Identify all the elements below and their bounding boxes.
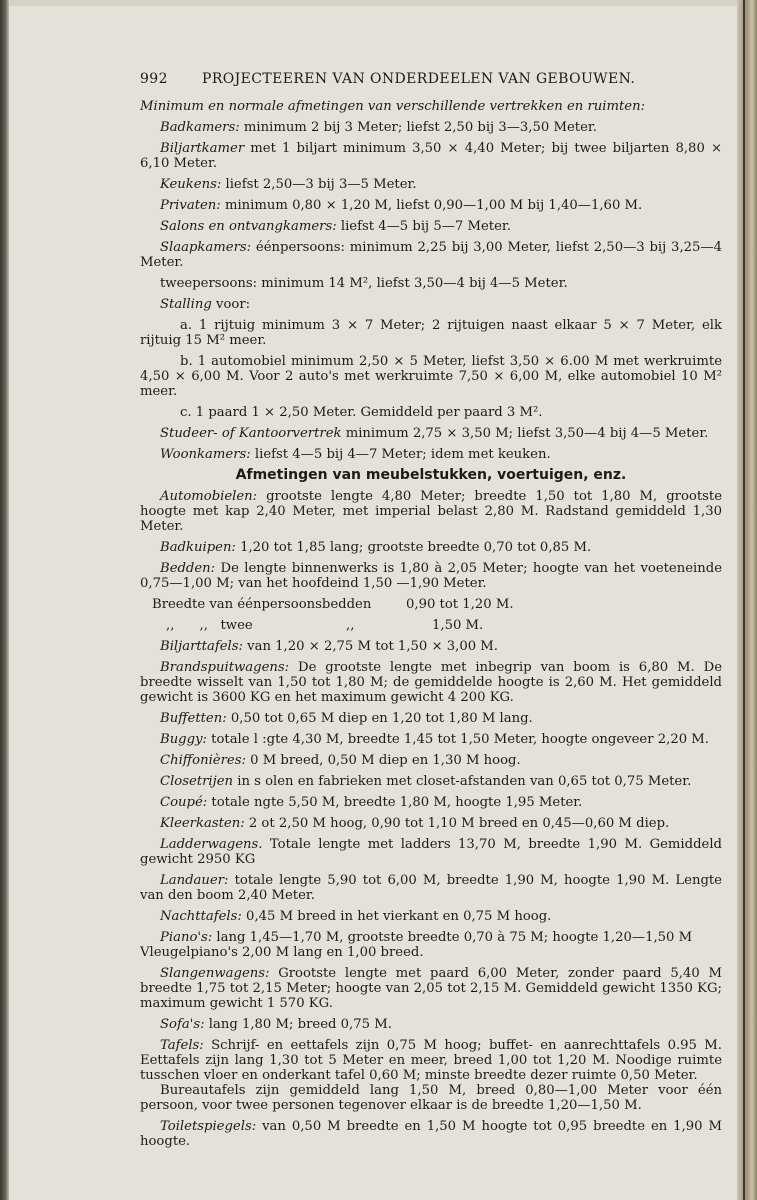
entry-text: in s olen en fabrieken met closet-afstanden van 0,65 tot 0,75 Meter. [233, 774, 692, 789]
entry-label: Tafels: [160, 1038, 204, 1053]
entry-text: lang 1,45—1,70 M, grootste breedte 0,70 à 75 M; hoogte 1,20—1,50 M [212, 930, 693, 945]
bedden-breedte-row-2 [140, 618, 722, 633]
entry-label: Landauer: [160, 873, 229, 888]
entry-label: Toiletspiegels: [160, 1119, 257, 1134]
entry-text: 0,45 M breed in het vierkant en 0,75 M hoog. [241, 909, 552, 924]
section-intro [140, 99, 722, 114]
entry-label: Automobielen: [160, 489, 258, 504]
running-header [140, 72, 722, 87]
breedte-ditto: ,, ,, twee [166, 618, 253, 633]
entry-label: Kleerkasten: [160, 816, 245, 831]
entry-biljarttafels [140, 639, 722, 654]
entry-label: Bedden: [160, 561, 216, 576]
entry-keukens [140, 177, 722, 192]
entry-text: van 1,20 × 2,75 M tot 1,50 × 3,00 M. [242, 639, 498, 654]
entry-studeer [140, 426, 722, 441]
entry-text: totale ngte 5,50 M, breedte 1,80 M, hoogte 1,95 Meter. [207, 795, 583, 810]
entry-ladderwagens [140, 837, 722, 867]
section-heading: Afmetingen van meubelstukken, voertuigen, enz. [235, 467, 627, 483]
entry-privaten [140, 198, 722, 213]
page-stack-edge [737, 0, 757, 1200]
entry-kleerkasten [140, 816, 722, 831]
entry-biljartkamer [140, 141, 722, 171]
entry-text: minimum 0,80 × 1,20 M, liefst 0,90—1,00 M bij 1,40—1,60 M. [220, 198, 643, 213]
entry-label: Privaten: [160, 198, 221, 213]
entry-label: Biljartkamer [160, 141, 245, 156]
entry-label: Piano's: [160, 930, 213, 945]
entry-vleugelpianos: Vleugelpiano's 2,00 M lang en 1,00 breed. [140, 945, 424, 960]
entry-badkuipen [140, 540, 722, 555]
entry-chiffonieres [140, 753, 722, 768]
entry-bureautafels: Bureautafels zijn gemiddeld lang 1,50 M, breed 0,80—1,00 Meter voor één persoon, voor twee personen tegenover elkaar is de breedte 1,20—1,50 M. [140, 1083, 722, 1113]
entry-bedden [140, 561, 722, 591]
entry-woonkamers [140, 447, 722, 462]
entry-label: Studeer- of Kantoorvertrek [160, 426, 342, 441]
entry-coupe [140, 795, 722, 810]
breedte-label: Breedte van éénpersoonsbedden [152, 597, 372, 612]
entry-text: Totale lengte met ladders 13,70 M, breedte 1,90 M. Gemiddeld gewicht 2950 KG [140, 837, 722, 867]
bedden-breedte-row-1 [140, 597, 722, 612]
page-number: 992 [140, 71, 168, 87]
entry-text: lang 1,80 M; breed 0,75 M. [204, 1017, 392, 1032]
entry-label: Biljarttafels: [160, 639, 243, 654]
entry-text: grootste lengte 4,80 Meter; breedte 1,50 tot 1,80 M, grootste hoogte met kap 2,40 Meter, met imperial belast 2,80 M. Radstand gemiddeld 1,30 Meter. [140, 489, 722, 534]
entry-label: Badkamers: [160, 120, 240, 135]
entry-slangenwagens [140, 966, 722, 1011]
entry-closetrijen [140, 774, 722, 789]
entry-label: Buffetten: [160, 711, 227, 726]
breedte-value: 1,50 M. [432, 618, 484, 633]
entry-text: liefst 4—5 bij 4—7 Meter; idem met keuken. [250, 447, 551, 462]
entry-buggy [140, 732, 722, 747]
page-edge-line [743, 0, 745, 1200]
entry-stalling [140, 297, 722, 312]
entry-badkamers [140, 120, 722, 135]
entry-label: Stalling [160, 297, 212, 312]
entry-label: Chiffonières: [160, 753, 246, 768]
entry-text: 0,50 tot 0,65 M diep en 1,20 tot 1,80 M lang. [226, 711, 533, 726]
entry-text: totale l :gte 4,30 M, breedte 1,45 tot 1,50 Meter, hoogte ongeveer 2,20 M. [206, 732, 709, 747]
entry-text: voor: [211, 297, 251, 312]
entry-brandspuitwagens [140, 660, 722, 705]
entry-tweepersoons: tweepersoons: minimum 14 M², liefst 3,50—4 bij 4—5 Meter. [160, 276, 568, 291]
book-binding-edge [0, 0, 9, 1200]
entry-salons [140, 219, 722, 234]
running-title: PROJECTEEREN VAN ONDERDEELEN VAN GEBOUWEN. [202, 71, 636, 87]
entry-label: Salons en ontvangkamers: [160, 219, 337, 234]
entry-text: De lengte binnenwerks is 1,80 à 2,05 Meter; hoogte van het voeteneinde 0,75—1,00 M; van het hoofdeind 1,50 —1,90 Meter. [140, 561, 722, 591]
entry-text: 2 ot 2,50 M hoog, 0,90 tot 1,10 M breed en 0,45—0,60 M diep. [244, 816, 670, 831]
entry-label: Brandspuitwagens: [160, 660, 290, 675]
entry-nachttafels [140, 909, 722, 924]
entry-label: Slangenwagens: [160, 966, 270, 981]
entry-label: Keukens: [160, 177, 222, 192]
entry-pianos [140, 930, 722, 945]
entry-text: liefst 2,50—3 bij 3—5 Meter. [221, 177, 417, 192]
entry-landauer [140, 873, 722, 903]
entry-text: 1,20 tot 1,85 lang; grootste breedte 0,70 tot 0,85 M. [235, 540, 592, 555]
entry-label: Buggy: [160, 732, 207, 747]
page-content [140, 72, 722, 1155]
entry-sofas [140, 1017, 722, 1032]
entry-toiletspiegels [140, 1119, 722, 1149]
entry-tafels [140, 1038, 722, 1083]
top-margin-strip [0, 0, 757, 6]
breedte-ditto-mark: ,, [346, 618, 355, 633]
entry-buffetten [140, 711, 722, 726]
entry-label: Sofa's: [160, 1017, 205, 1032]
entry-label: Nachttafels: [160, 909, 242, 924]
entry-text: liefst 4—5 bij 5—7 Meter. [336, 219, 511, 234]
entry-label: Ladderwagens. [160, 837, 263, 852]
entry-text: minimum 2 bij 3 Meter; liefst 2,50 bij 3—3,50 Meter. [239, 120, 597, 135]
entry-text: 0 M breed, 0,50 M diep en 1,30 M hoog. [245, 753, 521, 768]
entry-stalling-c: c. 1 paard 1 × 2,50 Meter. Gemiddeld per paard 3 M². [180, 405, 543, 420]
entry-text: van 0,50 M breedte en 1,50 M hoogte tot 0,95 breedte en 1,90 M hoogte. [140, 1119, 722, 1149]
entry-text: Schrijf- en eettafels zijn 0,75 M hoog; buffet- en aanrechttafels 0.95 M. Eettafels zijn lang 1,30 tot 5 Meter en meer, breed 1,00 tot 1,20 M. Noodige ruimte tusschen vloer en onderkant tafel 0,60 M; minste breedte dezer ruimte 0,50 Meter. [140, 1038, 722, 1083]
section-intro-text: Minimum en normale afmetingen van verschillende vertrekken en ruimten: [140, 99, 646, 114]
entry-text: éénpersoons: minimum 2,25 bij 3,00 Meter, liefst 2,50—3 bij 3,25—4 Meter. [140, 240, 722, 270]
entry-label: Closetrijen [160, 774, 234, 789]
entry-stalling-a: a. 1 rijtuig minimum 3 × 7 Meter; 2 rijtuigen naast elkaar 5 × 7 Meter, elk rijtuig 15 M² meer. [140, 318, 722, 348]
entry-label: Woonkamers: [160, 447, 251, 462]
breedte-value: 0,90 tot 1,20 M. [406, 597, 514, 612]
entry-slaapkamers [140, 240, 722, 270]
entry-stalling-b: b. 1 automobiel minimum 2,50 × 5 Meter, liefst 3,50 × 6.00 M met werkruimte 4,50 × 6,00 M. Voor 2 auto's met werkruimte 7,50 × 6,00 M, elke automobiel 10 M² meer. [140, 354, 722, 399]
entry-text: Grootste lengte met paard 6,00 Meter, zonder paard 5,40 M breedte 1,75 tot 2,15 Meter; hoogte van 2,05 tot 2,15 M. Gemiddeld gewicht 1350 KG; maximum gewicht 1 570 KG. [140, 966, 722, 1011]
entry-label: Coupé: [160, 795, 208, 810]
entry-text: De grootste lengte met inbegrip van boom is 6,80 M. De breedte wisselt van 1,50 tot 1,80 M; de gemiddelde hoogte is 2,60 M. Het gemiddeld gewicht is 3600 KG en het maximum gewicht 4 200 KG. [140, 660, 722, 705]
entry-automobielen [140, 489, 722, 534]
entry-label: Badkuipen: [160, 540, 236, 555]
entry-text: met 1 biljart minimum 3,50 × 4,40 Meter; bij twee biljarten 8,80 × 6,10 Meter. [140, 141, 722, 171]
entry-text: minimum 2,75 × 3,50 M; liefst 3,50—4 bij 4—5 Meter. [341, 426, 709, 441]
entry-label: Slaapkamers: [160, 240, 252, 255]
entry-text: totale lengte 5,90 tot 6,00 M, breedte 1,90 M, hoogte 1,90 M. Lengte van den boom 2,40 Meter. [140, 873, 722, 903]
